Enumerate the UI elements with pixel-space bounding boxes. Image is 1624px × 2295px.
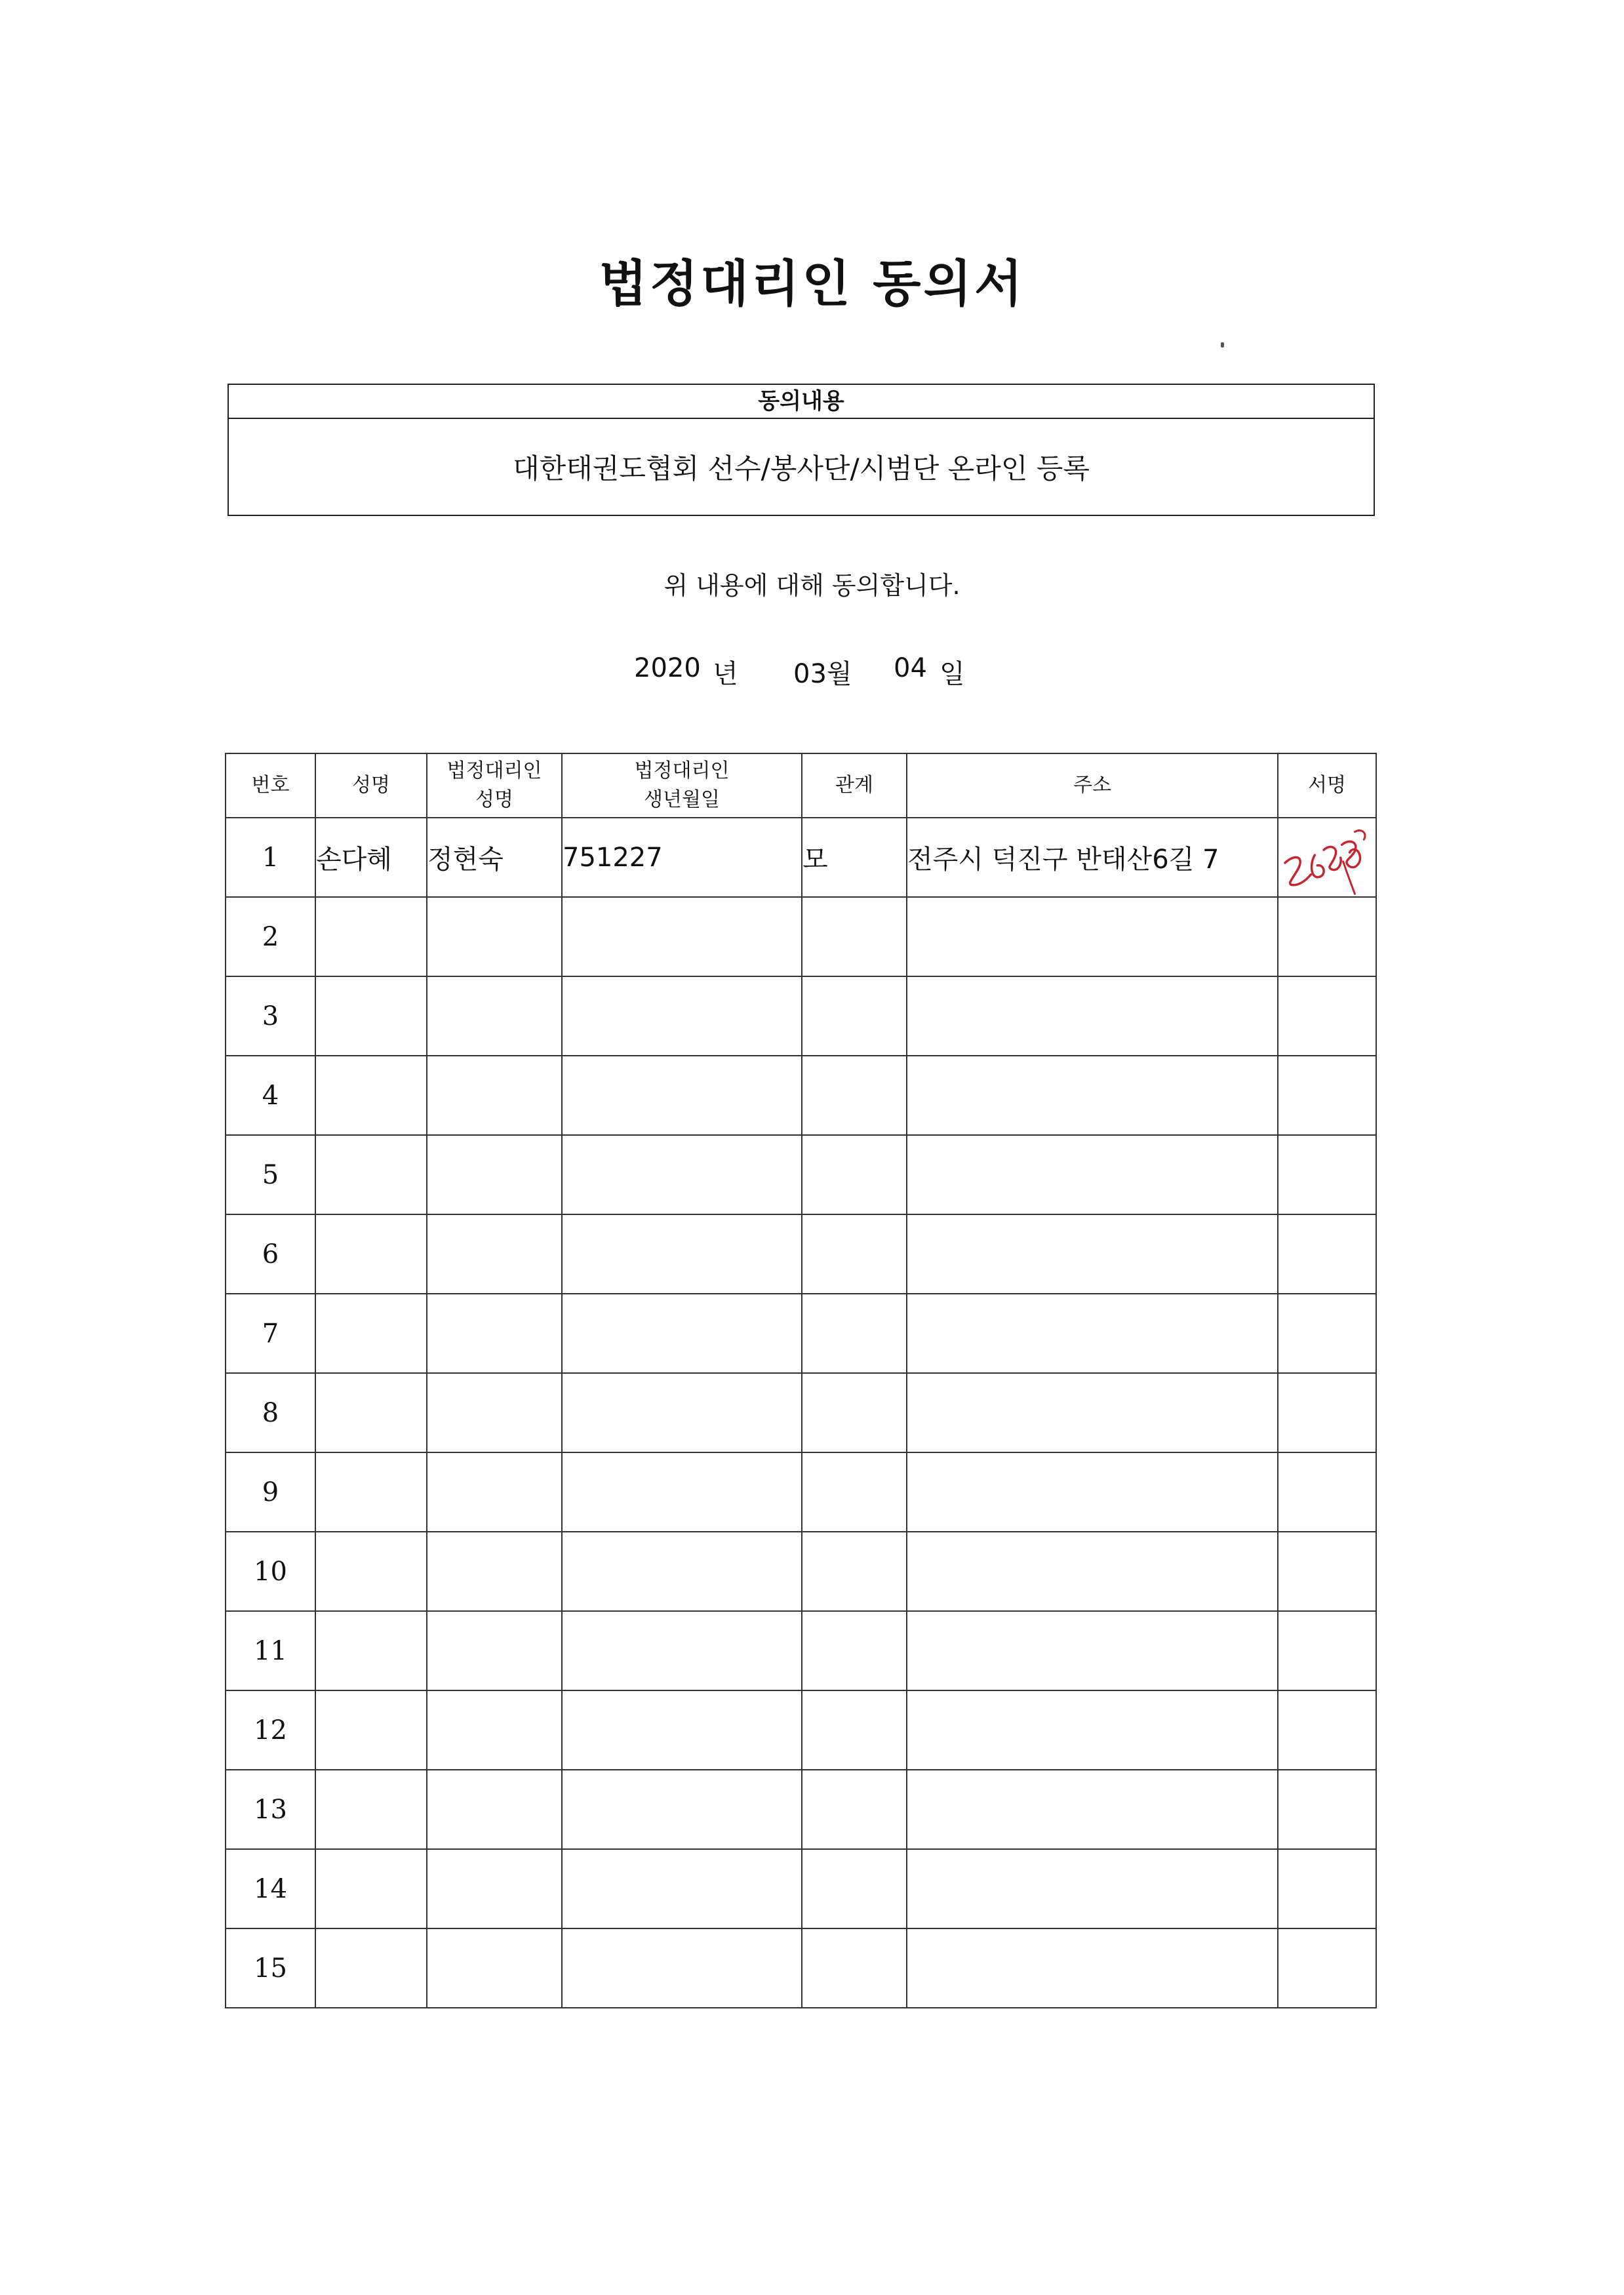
- cell-guardian-name: [427, 1532, 562, 1611]
- table-row: [226, 1690, 1376, 1770]
- cell-number: 3: [226, 976, 315, 1056]
- cell-address: [907, 1611, 1278, 1690]
- cell-name: [315, 1294, 427, 1373]
- cell-relation: [802, 1294, 907, 1373]
- cell-number: 4: [226, 1056, 315, 1135]
- table-row: [226, 1135, 1376, 1214]
- table-row: [226, 1928, 1376, 2008]
- page-title: 법정대리인 동의서: [599, 254, 1025, 313]
- cell-guardian-name: [427, 1056, 562, 1135]
- cell-guardian-birth: [562, 1135, 802, 1214]
- table-row: [226, 1373, 1376, 1452]
- cell-number: 1: [226, 818, 315, 897]
- cell-relation: [802, 1849, 907, 1928]
- cell-address: [907, 1373, 1278, 1452]
- header-guardian-birth-line1: 법정대리인: [634, 759, 730, 782]
- cell-relation: [802, 1373, 907, 1452]
- cell-address: [907, 897, 1278, 976]
- cell-signature: [1278, 1611, 1376, 1690]
- cell-guardian-name: [427, 1135, 562, 1214]
- cell-address: [907, 1135, 1278, 1214]
- cell-address: [907, 1294, 1278, 1373]
- cell-signature: [1278, 818, 1376, 897]
- cell-address: [907, 1770, 1278, 1849]
- cell-relation: [802, 1135, 907, 1214]
- cell-relation: [802, 976, 907, 1056]
- header-guardian-name-line1: 법정대리인: [446, 759, 542, 782]
- cell-signature: [1278, 1452, 1376, 1532]
- table-row: [226, 1770, 1376, 1849]
- cell-number: 6: [226, 1214, 315, 1294]
- cell-name: [315, 1452, 427, 1532]
- table-row: [226, 976, 1376, 1056]
- cell-relation: [802, 1214, 907, 1294]
- cell-signature: [1278, 1214, 1376, 1294]
- cell-guardian-birth: [562, 1214, 802, 1294]
- cell-guardian-name: [427, 1214, 562, 1294]
- table-row: [226, 1849, 1376, 1928]
- cell-guardian-birth: [562, 976, 802, 1056]
- cell-address: [907, 976, 1278, 1056]
- cell-guardian-name: [427, 976, 562, 1056]
- header-guardian-name: [427, 753, 562, 818]
- cell-guardian-name: 정현숙: [427, 818, 562, 897]
- header-name: 성명: [315, 753, 427, 818]
- cell-address: [907, 1056, 1278, 1135]
- cell-relation: [802, 1928, 907, 2008]
- cell-number: 9: [226, 1452, 315, 1532]
- agreement-statement: 위 내용에 대해 동의합니다.: [663, 571, 961, 600]
- cell-number: 5: [226, 1135, 315, 1214]
- cell-name: [315, 1135, 427, 1214]
- table-row: [226, 1056, 1376, 1135]
- cell-signature: [1278, 1135, 1376, 1214]
- cell-guardian-birth: [562, 1849, 802, 1928]
- cell-guardian-name: [427, 1849, 562, 1928]
- cell-number: 7: [226, 1294, 315, 1373]
- cell-guardian-birth: [562, 1928, 802, 2008]
- cell-guardian-name: [427, 1770, 562, 1849]
- consent-header: 동의내용: [229, 385, 1374, 419]
- cell-name: [315, 1928, 427, 2008]
- cell-relation: [802, 897, 907, 976]
- table-header-row: [226, 753, 1376, 818]
- cell-address: [907, 1849, 1278, 1928]
- scan-speck: [1221, 342, 1224, 348]
- table-row: [226, 1532, 1376, 1611]
- cell-guardian-name: [427, 1452, 562, 1532]
- cell-guardian-name: [427, 1373, 562, 1452]
- header-address: 주소: [907, 753, 1278, 818]
- cell-signature: [1278, 1532, 1376, 1611]
- cell-signature: [1278, 1770, 1376, 1849]
- cell-number: 8: [226, 1373, 315, 1452]
- cell-signature: [1278, 1373, 1376, 1452]
- cell-relation: [802, 1770, 907, 1849]
- table-row: [226, 1294, 1376, 1373]
- date-day: 04: [894, 653, 927, 683]
- cell-guardian-birth: [562, 1770, 802, 1849]
- consent-box: [228, 384, 1375, 516]
- table-row: [226, 1452, 1376, 1532]
- table-row: [226, 1214, 1376, 1294]
- cell-relation: [802, 1611, 907, 1690]
- cell-name: [315, 1373, 427, 1452]
- cell-address: [907, 1690, 1278, 1770]
- cell-guardian-name: [427, 897, 562, 976]
- cell-guardian-name: [427, 1611, 562, 1690]
- cell-signature: [1278, 1690, 1376, 1770]
- header-guardian-birth-line2: 생년월일: [644, 788, 720, 811]
- date-year-unit: 년: [713, 659, 738, 689]
- cell-name: [315, 1611, 427, 1690]
- cell-relation: [802, 1056, 907, 1135]
- cell-number: 14: [226, 1849, 315, 1928]
- cell-address: [907, 1214, 1278, 1294]
- header-guardian-birth: [562, 753, 802, 818]
- cell-signature: [1278, 1056, 1376, 1135]
- cell-number: 15: [226, 1928, 315, 2008]
- cell-guardian-name: [427, 1294, 562, 1373]
- cell-signature: [1278, 1849, 1376, 1928]
- table-row: [226, 818, 1376, 897]
- cell-guardian-birth: [562, 897, 802, 976]
- cell-address: [907, 1452, 1278, 1532]
- cell-address: [907, 1532, 1278, 1611]
- date-month: 03월: [793, 659, 852, 689]
- header-signature: 서명: [1278, 753, 1376, 818]
- cell-name: [315, 1056, 427, 1135]
- cell-name: 손다혜: [315, 818, 427, 897]
- cell-name: [315, 1770, 427, 1849]
- cell-name: [315, 1532, 427, 1611]
- date-year: 2020: [634, 653, 701, 683]
- cell-number: 13: [226, 1770, 315, 1849]
- consent-content: 대한태권도협회 선수/봉사단/시범단 온라인 등록: [513, 452, 1090, 485]
- cell-name: [315, 1849, 427, 1928]
- cell-guardian-birth: [562, 1294, 802, 1373]
- header-guardian-name-line2: 성명: [475, 788, 513, 811]
- cell-relation: [802, 1690, 907, 1770]
- table-row: [226, 1611, 1376, 1690]
- header-number: 번호: [226, 753, 315, 818]
- cell-name: [315, 1214, 427, 1294]
- cell-number: 12: [226, 1690, 315, 1770]
- cell-guardian-birth: [562, 1056, 802, 1135]
- table-row: [226, 897, 1376, 976]
- cell-guardian-birth: [562, 1452, 802, 1532]
- cell-guardian-name: [427, 1690, 562, 1770]
- cell-address: [907, 1928, 1278, 2008]
- cell-name: [315, 1690, 427, 1770]
- cell-guardian-birth: [562, 1690, 802, 1770]
- cell-guardian-birth: [562, 1611, 802, 1690]
- cell-guardian-birth: [562, 1373, 802, 1452]
- date-day-unit: 일: [940, 659, 965, 689]
- cell-signature: [1278, 1928, 1376, 2008]
- cell-signature: [1278, 976, 1376, 1056]
- cell-number: 10: [226, 1532, 315, 1611]
- cell-name: [315, 897, 427, 976]
- cell-name: [315, 976, 427, 1056]
- table-body: [226, 818, 1376, 2008]
- cell-relation: 모: [802, 818, 907, 897]
- cell-relation: [802, 1452, 907, 1532]
- cell-guardian-name: [427, 1928, 562, 2008]
- guardian-table: [225, 753, 1377, 2008]
- cell-address: 전주시 덕진구 반태산6길 7: [907, 818, 1278, 897]
- cell-relation: [802, 1532, 907, 1611]
- cell-guardian-birth: [562, 1532, 802, 1611]
- cell-number: 2: [226, 897, 315, 976]
- cell-signature: [1278, 1294, 1376, 1373]
- header-relation: 관계: [802, 753, 907, 818]
- cell-number: 11: [226, 1611, 315, 1690]
- handwritten-signature-icon: [1278, 818, 1376, 898]
- cell-signature: [1278, 897, 1376, 976]
- cell-guardian-birth: 751227: [562, 818, 802, 897]
